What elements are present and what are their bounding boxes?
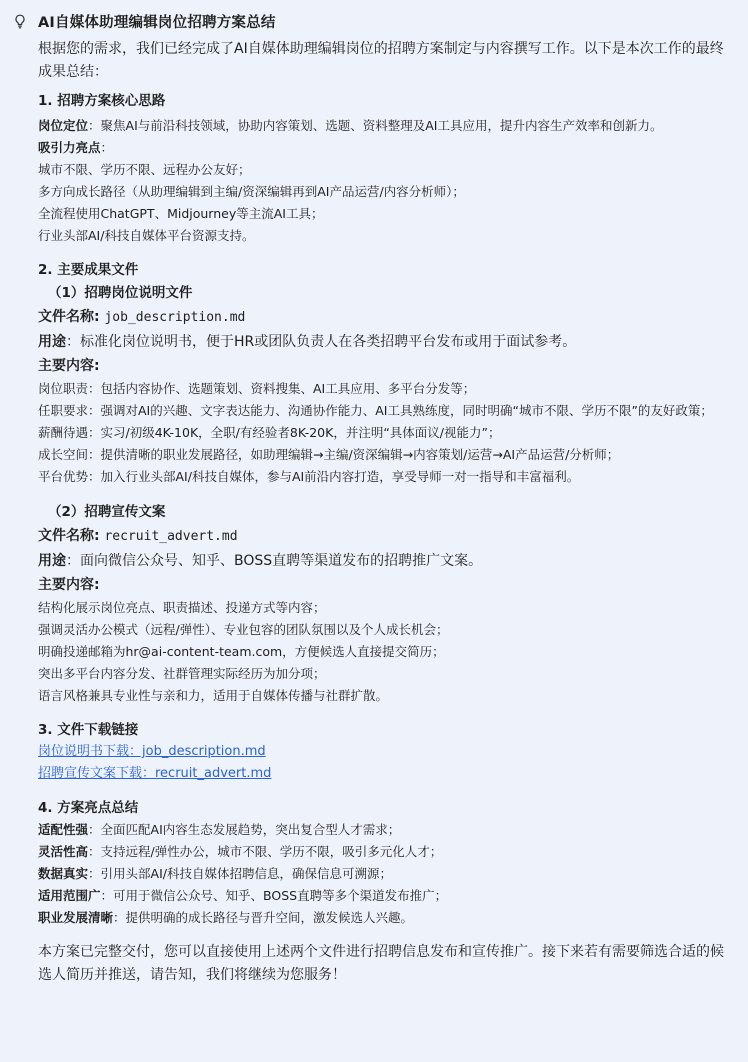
download-link-job-description[interactable]: 岗位说明书下载：job_description.md <box>38 744 266 759</box>
intro-text: 根据您的需求，我们已经完成了AI自媒体助理编辑岗位的招聘方案制定与内容撰写工作。以下是本次工作的最终成果总结： <box>38 41 724 80</box>
list-item: 结构化展示岗位亮点、职责描述、投递方式等内容； <box>38 600 326 615</box>
subheading-recruit-advert: （2）招聘宣传文案 <box>48 504 166 520</box>
file-name-value: job_description.md <box>104 310 246 325</box>
highlight-label: 数据真实 <box>38 866 89 881</box>
use-label: 用途 <box>38 334 66 350</box>
file-name-row: 文件名称: recruit_advert.md <box>38 528 238 544</box>
file-name-row: 文件名称: job_description.md <box>38 309 246 325</box>
list-item: 岗位职责：包括内容协作、选题策划、资料搜集、AI工具应用、多平台分发等； <box>38 381 476 396</box>
use-label: 用途 <box>38 553 66 569</box>
use-text: ：面向微信公众号、知乎、BOSS直聘等渠道发布的招聘推广文案。 <box>66 553 483 569</box>
attract-colon: ： <box>100 140 114 155</box>
list-item: 任职要求：强调对AI的兴趣、文字表达能力、沟通协作能力、AI工具熟练度，同时明确“城市不限、学历不限”的友好政策； <box>38 403 713 418</box>
content-label-text: 主要内容 <box>38 358 94 374</box>
section-heading: 3. 文件下载链接 <box>38 722 139 738</box>
list-item: 平台优势：加入行业头部AI/科技自媒体，参与AI前沿内容打造，享受导师一对一指导和丰富福利。 <box>38 469 580 484</box>
section-highlights <box>38 797 724 929</box>
file-name-value: recruit_advert.md <box>104 529 238 544</box>
list-item: 突出多平台内容分发、社群管理实际经历为加分项； <box>38 666 326 681</box>
list-item: 全流程使用ChatGPT、Midjourney等主流AI工具； <box>38 206 324 221</box>
section-download-links <box>38 719 724 785</box>
highlight-item <box>38 841 724 863</box>
highlight-item <box>38 863 724 885</box>
attract-label: 吸引力亮点 <box>38 140 101 155</box>
highlight-text: ：引用头部AI/科技自媒体招聘信息，确保信息可溯源； <box>88 866 392 881</box>
content-label-text: 主要内容 <box>38 577 94 593</box>
subheading-job-description: （1）招聘岗位说明文件 <box>48 285 193 301</box>
highlight-text: ：支持远程/弹性办公，城市不限、学历不限，吸引多元化人才； <box>88 844 443 859</box>
highlight-text: ：提供明确的成长路径与晋升空间，激发候选人兴趣。 <box>113 910 414 925</box>
section-heading: 2. 主要成果文件 <box>38 262 139 278</box>
highlight-label: 职业发展清晰 <box>38 910 114 925</box>
content-label: 主要内容: <box>38 358 100 374</box>
file-name-label: 文件名称 <box>38 309 94 325</box>
section-heading: 4. 方案亮点总结 <box>38 800 139 816</box>
list-item: 语言风格兼具专业性与亲和力，适用于自媒体传播与社群扩散。 <box>38 688 389 703</box>
summary-content <box>38 38 724 987</box>
highlight-label: 适配性强 <box>38 822 89 837</box>
download-link-recruit-advert[interactable]: 招聘宣传文案下载：recruit_advert.md <box>38 766 272 781</box>
highlight-item <box>38 907 724 929</box>
attract-heading <box>38 137 724 159</box>
list-item: 成长空间：提供清晰的职业发展路径，如助理编辑→主编/资深编辑→内容策划/运营→AI产品运营/分析师； <box>38 447 620 462</box>
page-title: AI自媒体助理编辑岗位招聘方案总结 <box>38 14 276 31</box>
highlight-text: ：可用于微信公众号、知乎、BOSS直聘等多个渠道发布推广； <box>100 888 448 903</box>
list-item: 明确投递邮箱为hr@ai-content-team.com，方便候选人直接提交简历； <box>38 644 445 659</box>
use-text: ：标准化岗位说明书，便于HR或团队负责人在各类招聘平台发布或用于面试参考。 <box>66 334 577 350</box>
position-paragraph <box>38 115 724 137</box>
use-row <box>38 330 724 354</box>
file-name-label: 文件名称 <box>38 528 94 544</box>
highlight-label: 灵活性高 <box>38 844 89 859</box>
use-row <box>38 549 724 573</box>
section-deliverables <box>38 259 724 707</box>
section-core-ideas <box>38 90 724 247</box>
highlight-item <box>38 819 724 841</box>
lightbulb-icon <box>12 13 28 29</box>
highlight-label: 适用范围广 <box>38 888 101 903</box>
highlight-text: ：全面匹配AI内容生态发展趋势，突出复合型人才需求； <box>88 822 401 837</box>
content-label: 主要内容: <box>38 577 100 593</box>
highlight-item <box>38 885 724 907</box>
position-label: 岗位定位 <box>38 118 89 133</box>
list-item: 城市不限、学历不限、远程办公友好； <box>38 162 251 177</box>
position-text: ：聚焦AI与前沿科技领域，协助内容策划、选题、资料整理及AI工具应用，提升内容生产效率和创新力。 <box>88 118 663 133</box>
closing-text: 本方案已完整交付，您可以直接使用上述两个文件进行招聘信息发布和宣传推广。接下来若有需要筛选合适的候选人简历并推送，请告知，我们将继续为您服务！ <box>38 944 724 983</box>
list-item: 薪酬待遇：实习/初级4K-10K，全职/有经验者8K-20K，并注明“具体面议/视能力”； <box>38 425 501 440</box>
list-item: 强调灵活办公模式（远程/弹性）、专业包容的团队氛围以及个人成长机会； <box>38 622 449 637</box>
section-heading: 1. 招聘方案核心思路 <box>38 93 166 109</box>
title-row <box>12 10 736 32</box>
list-item: 行业头部AI/科技自媒体平台资源支持。 <box>38 228 255 243</box>
list-item: 多方向成长路径（从助理编辑到主编/资深编辑再到AI产品运营/内容分析师）； <box>38 184 465 199</box>
